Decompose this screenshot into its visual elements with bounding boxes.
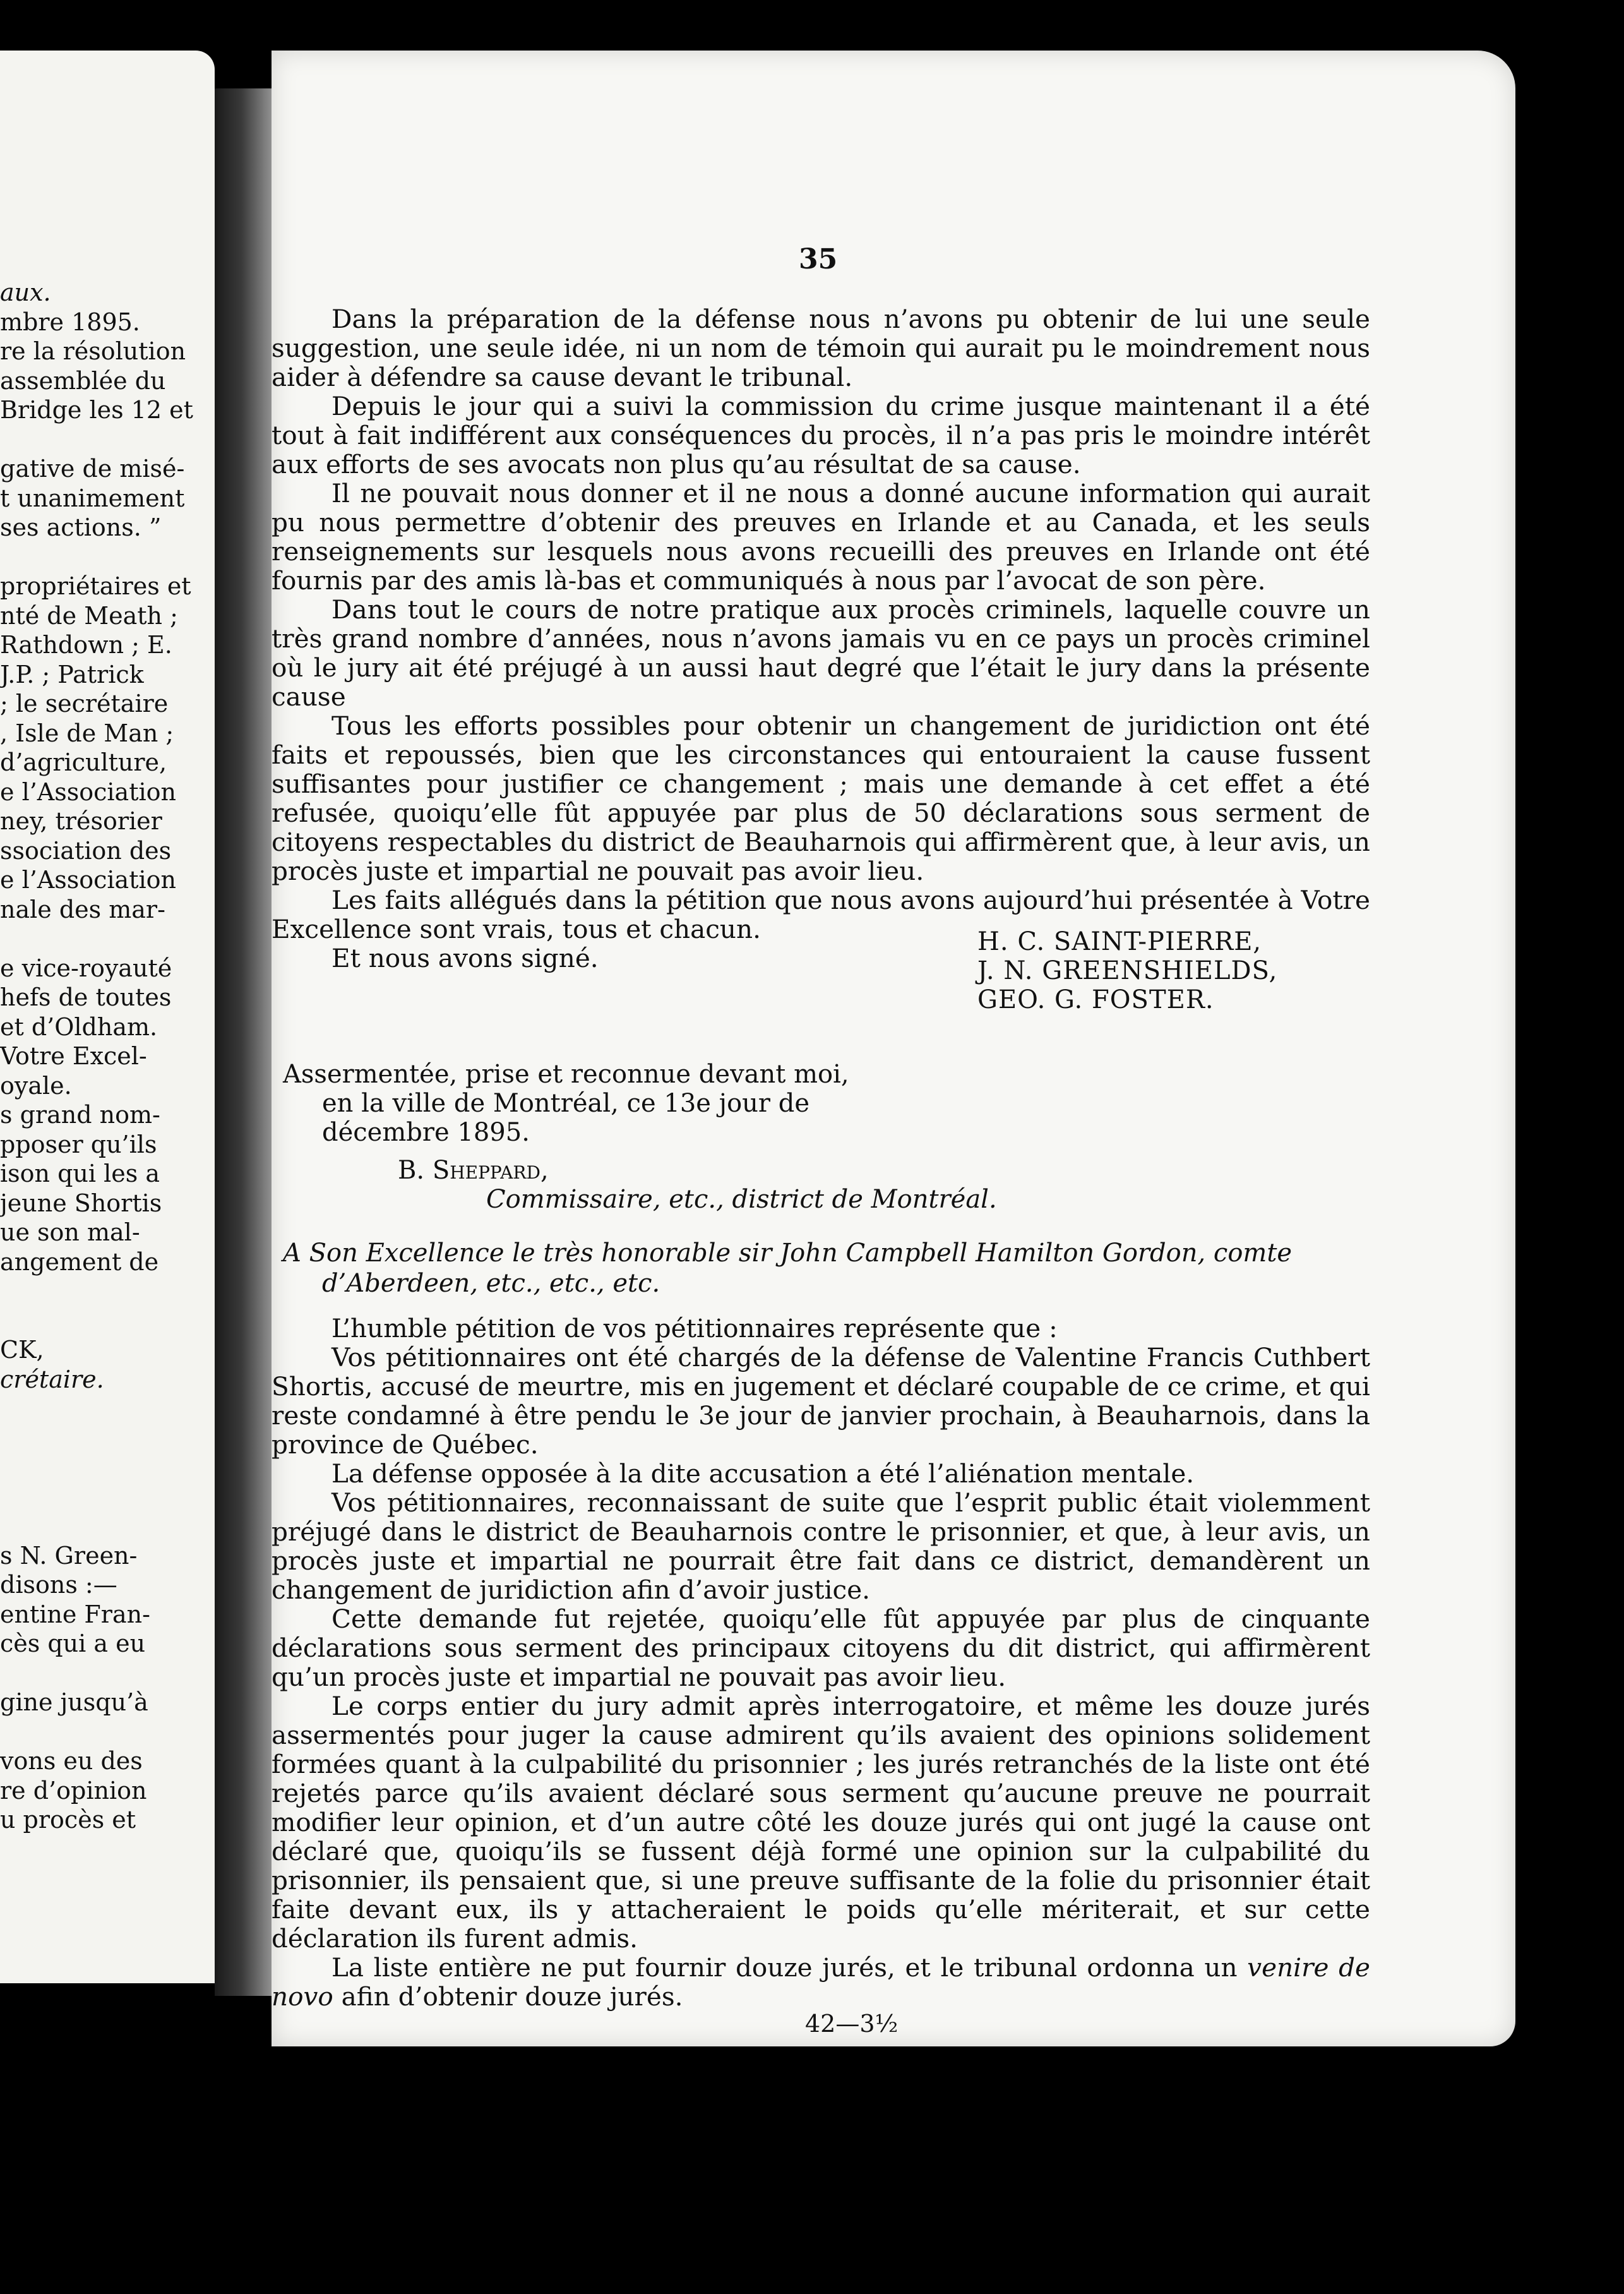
left-page-line: Rathdown ; E. [0, 631, 172, 659]
left-page-line: ue son mal- [0, 1218, 140, 1246]
paragraph: Il ne pouvait nous donner et il ne nous a donné aucune information qui aurait pu nous permettre d’obtenir des preuves en Irlande et au Canada, et les seuls renseignements sur lesquels nous avons recueilli des preuves en Irlande ont été fournis par des amis là-bas et communiqués à nous par l’avocat de son père. [272, 478, 1370, 596]
left-page-line: CK, [0, 1336, 44, 1364]
left-page-line: s grand nom- [0, 1101, 160, 1129]
address-line: A Son Excellence le très honorable sir John Campbell Hamilton Gordon, comte [283, 1239, 1293, 1268]
letter-body [272, 304, 1370, 973]
commissioner-title: Commissaire, etc., district de Montréal. [486, 1185, 997, 1214]
latin-phrase: venire de novo [272, 1952, 1370, 2012]
petition-address [283, 1238, 1375, 1299]
left-page-line: gative de misé- [0, 455, 185, 483]
paragraph: Cette demande fut rejetée, quoiqu’elle fût appuyée par plus de cinquante déclarations sous serment des principaux citoyens du dit district, qui affirmèrent qu’un procès juste et impartial ne pouvait pas avoir lieu. [272, 1604, 1370, 1692]
paragraph: Vos pétitionnaires ont été chargés de la défense de Valentine Francis Cuthbert Shortis, accusé de meurtre, mis en jugement et déclaré coupable de ce crime, et qui reste condamné à être pendu le 3e jour de janvier prochain, à Beauharnois, dans la province de Québec. [272, 1342, 1370, 1460]
left-page-line: re la résolution [0, 337, 186, 365]
left-page-line: ison qui les a [0, 1160, 160, 1187]
left-page-line: mbre 1895. [0, 308, 140, 336]
left-page-line: J.P. ; Patrick [0, 660, 144, 688]
left-page-line: ney, trésorier [0, 807, 162, 835]
paragraph-text: afin d’obtenir douze jurés. [333, 1981, 683, 2012]
left-page-line: re d’opinion [0, 1776, 147, 1805]
left-page-line: gine jusqu’à [0, 1688, 148, 1716]
left-page-line: ssociation des [0, 836, 172, 865]
left-page-line: , Isle de Man ; [0, 719, 174, 747]
left-page-line: entine Fran- [0, 1600, 150, 1628]
paragraph: Vos pétitionnaires, reconnaissant de suite que l’esprit public était violemment préjugé dans le district de Beauharnois contre le prisonnier, et que, à leur avis, un procès juste et impartial ne pourrait être fait dans ce district, demandèrent un changement de juridiction afin d’avoir justice. [272, 1487, 1370, 1605]
left-page-line: aux. [0, 279, 51, 306]
left-page-line: nale des mar- [0, 895, 165, 923]
left-page-line: nté de Meath ; [0, 601, 178, 630]
left-page-line: t unanimement [0, 484, 185, 512]
left-page-line: angement de [0, 1247, 159, 1276]
signature-mark: 42—3½ [805, 2010, 899, 2038]
signature-line: J. N. GREENSHIELDS, [977, 956, 1278, 985]
left-page-line: e l’Association [0, 778, 176, 806]
paragraph-text: La liste entière ne put fournir douze jurés, et le tribunal ordonna un [331, 1952, 1248, 1983]
left-page-line: propriétaires et [0, 572, 191, 600]
left-page-line: d’agriculture, [0, 748, 167, 776]
left-page-line: u procès et [0, 1806, 136, 1834]
left-page-line: jeune Shortis [0, 1189, 162, 1217]
book-gutter [215, 88, 275, 1996]
paragraph: Depuis le jour qui a suivi la commission du crime jusque maintenant il a été tout à fait indifférent aux conséquences du procès, il n’a pas pris le moindre intérêt aux efforts de ses avocats non plus qu’au résultat de sa cause. [272, 391, 1370, 479]
commissioner-name: B. Sheppard, [398, 1156, 549, 1185]
paragraph: Le corps entier du jury admit après interrogatoire, et même les douze jurés assermentés pour juger la cause admirent qu’ils avaient des opinions solidement formées quant à la culpabilité du prisonnier ; les jurés retranchés de la liste ont été rejetés parce qu’ils avaient déclaré sous serment qu’aucune preuve ne pourrait modifier leur opinion, et d’un autre côté les douze jurés qui ont jugé la cause ont déclaré que, quoiqu’ils se fussent déjà formé une opinion sur la culpabilité du prisonnier, ils pensaient que, si une preuve suffisante de la folie du prisonnier était faite devant eux, ils y attacheraient le poids qu’elle mériterait, et sur cette déclaration ils furent admis. [272, 1691, 1370, 1954]
left-page-line: e vice-royauté [0, 954, 172, 982]
left-page-line: ses actions. ” [0, 513, 162, 541]
petition-body [272, 1314, 1370, 2011]
signatures [977, 927, 1277, 1014]
sworn-line: décembre 1895. [322, 1118, 530, 1147]
left-page-line: Bridge les 12 et [0, 396, 193, 424]
paragraph: Dans la préparation de la défense nous n’avons pu obtenir de lui une seule suggestion, une seule idée, ni un nom de témoin qui aurait pu le moindrement nous aider à défendre sa cause devant le tribunal. [272, 304, 1370, 392]
paragraph: La défense opposée à la dite accusation a été l’aliénation mentale. [331, 1458, 1195, 1489]
sworn-statement [283, 1060, 876, 1147]
left-page-line: disons :— [0, 1571, 117, 1599]
left-page-line: Votre Excel- [0, 1042, 147, 1070]
left-page-line: hefs de toutes [0, 983, 172, 1011]
paragraph [272, 1953, 1370, 2011]
address-line: d’Aberdeen, etc., etc., etc. [322, 1269, 660, 1298]
paragraph: Dans tout le cours de notre pratique aux procès criminels, laquelle couvre un très grand nombre d’années, nous n’avons jamais vu en ce pays un procès criminel où le jury ait été préjugé à un aussi haut degré que l’était le jury dans la présente cause [272, 594, 1370, 712]
left-page-line: ; le secrétaire [0, 690, 169, 718]
left-page-line: assemblée du [0, 366, 166, 395]
signature-line: GEO. G. FOSTER. [977, 985, 1214, 1014]
commissioner-block [398, 1156, 997, 1214]
paragraph: Et nous avons signé. [331, 943, 599, 973]
left-page-line: crétaire. [0, 1365, 104, 1393]
paragraph: Les faits allégués dans la pétition que nous avons aujourd’hui présentée à Votre Excellence sont vrais, tous et chacun. [272, 885, 1370, 944]
left-page-line: vons eu des [0, 1747, 143, 1775]
previous-page [0, 51, 215, 1983]
left-page-line: pposer qu’ils [0, 1130, 157, 1158]
left-page-line: cès qui a eu [0, 1630, 146, 1657]
left-page-line: e l’Association [0, 866, 176, 894]
signature-line: H. C. SAINT-PIERRE, [977, 927, 1262, 956]
sworn-line: Assermentée, prise et reconnue devant moi, [283, 1060, 849, 1089]
paragraph: Tous les efforts possibles pour obtenir un changement de juridiction ont été faits et repoussés, bien que les circonstances qui entouraient la cause fussent suffisantes pour justifier ce changement ; mais une demande à cet effet a été refusée, quoiqu’elle fût appuyée par plus de 50 déclarations sous serment de citoyens respectables du district de Beauharnois qui affirmèrent que, à leur avis, un procès juste et impartial ne pouvait pas avoir lieu. [272, 711, 1370, 886]
paragraph: L’humble pétition de vos pétitionnaires représente que : [331, 1313, 1058, 1343]
left-page-line: et d’Oldham. [0, 1012, 158, 1041]
left-page-line: oyale. [0, 1071, 72, 1100]
page-number: 35 [799, 243, 838, 275]
sworn-line: en la ville de Montréal, ce 13e jour de [322, 1089, 810, 1118]
left-page-line: s N. Green- [0, 1541, 138, 1570]
